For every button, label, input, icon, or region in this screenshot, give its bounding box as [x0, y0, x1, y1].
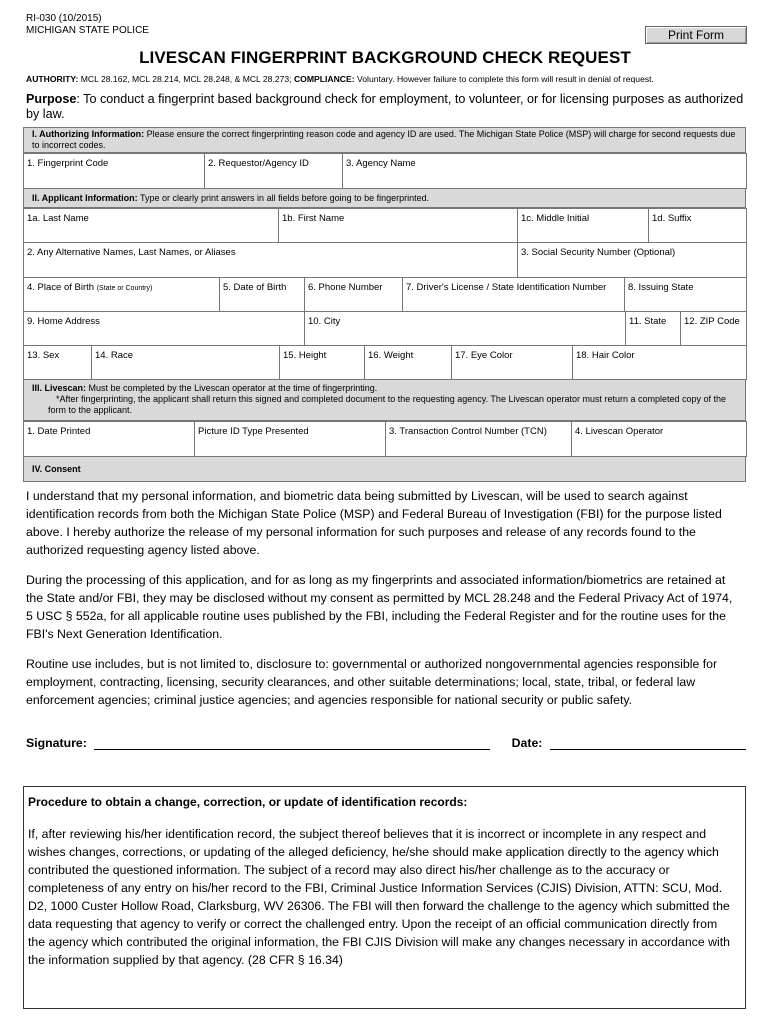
- section-authorizing-heading: [23, 127, 746, 153]
- procedure-title: Procedure to obtain a change, correction, or update of identification records:: [28, 795, 468, 809]
- procedure-text: If, after reviewing his/her identification record, the subject thereof believes that it is incorrect or incomplete in any respect and wishes changes, corrections, or updating of the alleged deficiency, he/she should make application directly to the agency which contributed the questioned information. The subject of a record may also direct his/her challenge as to the accuracy or completeness of any entry on his/her record to the FBI, Criminal Justice Information Services (CJIS) Division, ATTN: SCU, Mod. D2, 1000 Custer Hollow Road, Clarksburg, WV 26306. The FBI will then forward the challenge to the agency which submitted the data requesting that agency to verify or correct the challenged entry. Upon the receipt of an official communication directly from the agency which contributed the original information, the FBI CJIS Division will make any changes necessary in accordance with the information supplied by that agency. (28 CFR § 16.34): [28, 827, 730, 967]
- home-address-field[interactable]: 9. Home Address: [24, 312, 305, 346]
- middle-initial-field[interactable]: 1c. Middle Initial: [518, 209, 649, 243]
- section-livescan-title: III. Livescan:: [32, 383, 87, 393]
- section-livescan-heading: [23, 379, 746, 421]
- date-printed-field[interactable]: 1. Date Printed: [24, 422, 195, 457]
- date-label: Date:: [511, 736, 543, 750]
- agency-name-field[interactable]: 3. Agency Name: [343, 154, 747, 189]
- livescan-fields: [23, 421, 747, 457]
- applicant-row-physical: [23, 345, 747, 380]
- signature-label: Signature:: [26, 736, 87, 750]
- signature-row: [26, 736, 742, 750]
- zip-code-field[interactable]: 12. ZIP Code: [681, 312, 747, 346]
- place-of-birth-label: 4. Place of Birth: [27, 282, 95, 293]
- consent-text: [26, 487, 742, 721]
- section-applicant-title: II. Applicant Information:: [32, 193, 138, 203]
- authority-label: AUTHORITY:: [26, 74, 79, 84]
- last-name-field[interactable]: 1a. Last Name: [24, 209, 279, 243]
- consent-paragraph-3: Routine use includes, but is not limited to, disclosure to: governmental or authorized nongovernmental agencies responsible for employment, contracting, licensing, security clearances, and other suitable determinations; local, state, tribal, or federal law enforcement agencies; criminal justice agencies; and agencies responsible for national security or public safety.: [26, 657, 718, 707]
- suffix-field[interactable]: 1d. Suffix: [649, 209, 747, 243]
- purpose-label: Purpose: [26, 92, 77, 106]
- first-name-field[interactable]: 1b. First Name: [279, 209, 518, 243]
- ssn-field[interactable]: 3. Social Security Number (Optional): [518, 243, 747, 278]
- compliance-label: COMPLIANCE:: [293, 74, 355, 84]
- form-title: LIVESCAN FINGERPRINT BACKGROUND CHECK REQUEST: [139, 48, 631, 67]
- hair-color-field[interactable]: 18. Hair Color: [573, 346, 747, 380]
- applicant-row-birth: [23, 277, 747, 312]
- section-authorizing-title: I. Authorizing Information:: [32, 129, 145, 139]
- place-of-birth-field[interactable]: [24, 278, 220, 312]
- applicant-row-address: [23, 311, 747, 346]
- consent-paragraph-2: During the processing of this application, and for as long as my fingerprints and associated information/biometrics are retained at the State and/or FBI, they may be disclosed without my consent as permitted by MCL 28.248 and the Federal Privacy Act of 1974, 5 USC § 552a, for all applicable routine uses published by the FBI, including the Federal Register and for the routine uses for the FBI's Next Generation Identification.: [26, 573, 733, 641]
- print-form-button[interactable]: Print Form: [645, 26, 747, 44]
- section-livescan-text: Must be completed by the Livescan operator at the time of fingerprinting.: [88, 383, 378, 393]
- date-of-birth-field[interactable]: 5. Date of Birth: [220, 278, 305, 312]
- section-applicant-heading: [23, 188, 746, 208]
- purpose-statement: [26, 92, 746, 122]
- section-consent-title: IV. Consent: [32, 464, 81, 474]
- applicant-row-names: [23, 208, 747, 243]
- signature-line[interactable]: [94, 736, 490, 750]
- city-field[interactable]: 10. City: [305, 312, 626, 346]
- place-of-birth-note: (State or Country): [96, 285, 153, 292]
- section-applicant-text: Type or clearly print answers in all fields before going to be fingerprinted.: [140, 193, 430, 203]
- issuing-state-field[interactable]: 8. Issuing State: [625, 278, 747, 312]
- purpose-text: : To conduct a fingerprint based background check for employment, to volunteer, or for licensing purposes as authorized by law.: [26, 92, 744, 121]
- agency-id-field[interactable]: 2. Requestor/Agency ID: [205, 154, 343, 189]
- authority-line: [26, 74, 654, 84]
- aliases-field[interactable]: 2. Any Alternative Names, Last Names, or Aliases: [24, 243, 518, 278]
- section-livescan-note: *After fingerprinting, the applicant shall return this signed and completed document to the requesting agency. The Livescan operator must return a completed copy of the form to the applicant.: [48, 394, 727, 415]
- form-number: RI-030 (10/2015): [26, 13, 102, 24]
- state-field[interactable]: 11. State: [626, 312, 681, 346]
- race-field[interactable]: 14. Race: [92, 346, 280, 380]
- drivers-license-field[interactable]: 7. Driver's License / State Identification Number: [403, 278, 625, 312]
- section-authorizing-text: Please ensure the correct fingerprinting reason code and agency ID are used. The Michigan State Police (MSP) will charge for second requests due to incorrect codes.: [32, 129, 736, 150]
- livescan-operator-field[interactable]: 4. Livescan Operator: [572, 422, 747, 457]
- agency-name: MICHIGAN STATE POLICE: [26, 25, 149, 36]
- consent-paragraph-1: I understand that my personal information, and biometric data being submitted by Livescan, will be used to search against identification records from both the Michigan State Police (MSP) and Federal Bureau of Investigation (FBI) for the purpose listed above. I hereby authorize the release of my personal information for such purposes and release of any records found to the authorized requesting agency listed above.: [26, 489, 722, 557]
- compliance-text: Voluntary. However failure to complete this form will result in denial of request.: [357, 74, 654, 84]
- height-field[interactable]: 15. Height: [280, 346, 365, 380]
- authority-text: MCL 28.162, MCL 28.214, MCL 28.248, & MCL 28.273;: [80, 74, 292, 84]
- tcn-field[interactable]: 3. Transaction Control Number (TCN): [386, 422, 572, 457]
- eye-color-field[interactable]: 17. Eye Color: [452, 346, 573, 380]
- form-header-block: [26, 13, 149, 37]
- phone-number-field[interactable]: 6. Phone Number: [305, 278, 403, 312]
- applicant-row-aliases: [23, 242, 747, 278]
- section-consent-heading: [23, 456, 746, 482]
- authorizing-fields: [23, 153, 747, 189]
- fingerprint-code-field[interactable]: 1. Fingerprint Code: [24, 154, 205, 189]
- weight-field[interactable]: 16. Weight: [365, 346, 452, 380]
- sex-field[interactable]: 13. Sex: [24, 346, 92, 380]
- date-line[interactable]: [550, 736, 746, 750]
- picture-id-field[interactable]: Picture ID Type Presented: [195, 422, 386, 457]
